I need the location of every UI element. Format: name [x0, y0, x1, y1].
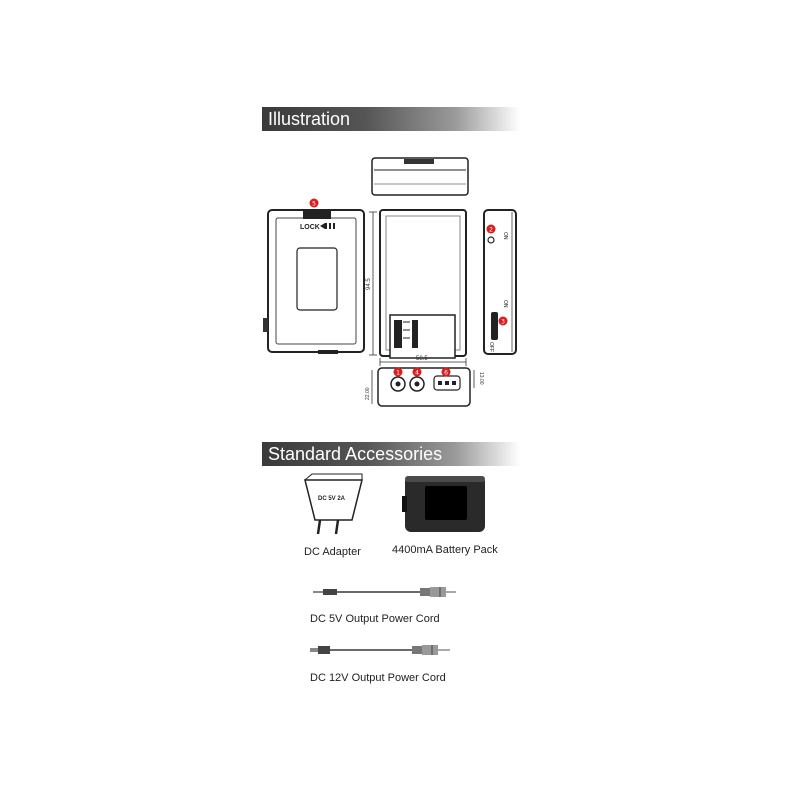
switch-off-label: OFF: [488, 342, 494, 352]
accessories-section-title: Standard Accessories: [262, 442, 520, 466]
dimension-port-label: 13.00: [478, 372, 484, 385]
battery-pack-caption: 4400mA Battery Pack: [392, 544, 498, 556]
lock-label: LOCK: [300, 224, 320, 231]
callout-number: 4: [415, 369, 419, 377]
illustration-section-title: Illustration: [262, 107, 520, 131]
dc-adapter-caption: DC Adapter: [304, 546, 361, 558]
battery-pack-image: [402, 476, 485, 532]
dc-5v-cord-caption: DC 5V Output Power Cord: [310, 613, 440, 625]
callout-number: 1: [396, 369, 400, 377]
callout-number: 5: [312, 200, 316, 208]
callout-number: 6: [444, 369, 448, 377]
dimension-width-label: 58.5: [416, 356, 428, 362]
front-view: [263, 210, 364, 354]
top-view: [372, 158, 468, 195]
callout-number: 2: [489, 226, 493, 234]
switch-on-label: ON: [502, 232, 508, 240]
callout-number: 3: [501, 318, 505, 326]
back-view: [380, 210, 466, 358]
dimension-height-label: 94.5: [366, 278, 372, 290]
bottom-view: [372, 368, 474, 406]
dc-12v-cord-caption: DC 12V Output Power Cord: [310, 672, 446, 684]
dc-adapter-image: [305, 474, 362, 534]
switch-on-label-lower: ON: [502, 300, 508, 308]
adapter-label: DC 5V 2A: [318, 496, 346, 502]
dc-5v-cord-image: [313, 587, 456, 597]
dc-12v-cord-image: [310, 645, 450, 655]
dimension-depth-label: 22.00: [365, 387, 371, 400]
